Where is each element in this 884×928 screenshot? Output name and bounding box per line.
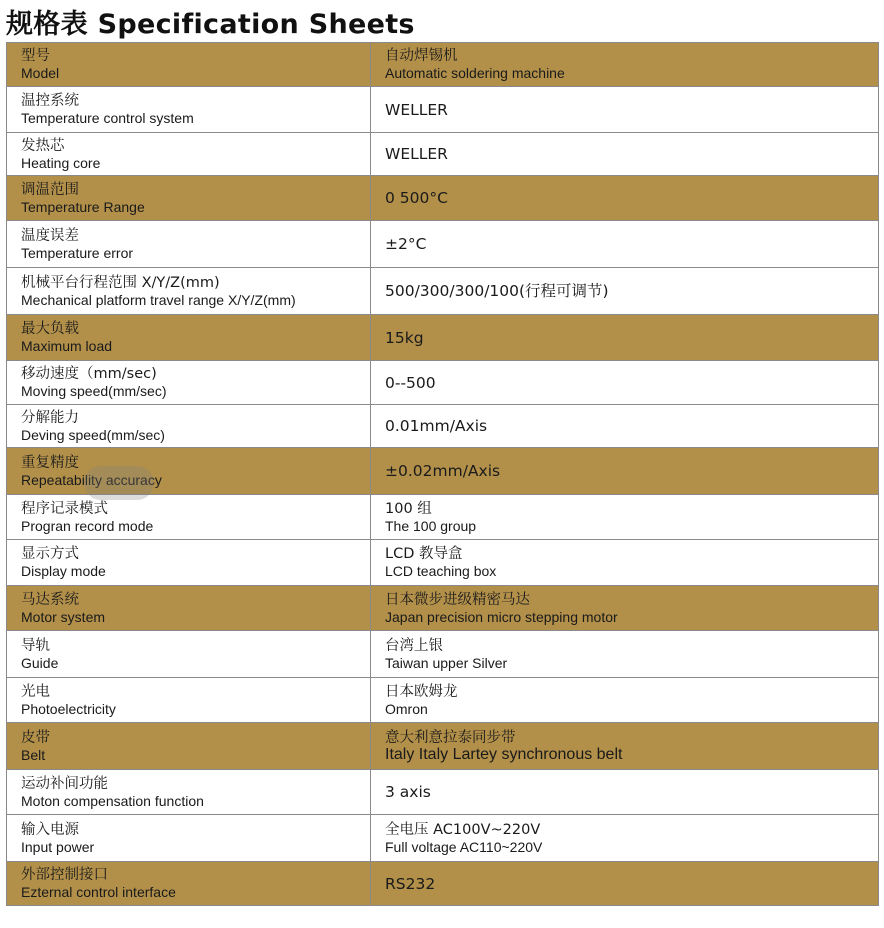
value-text: 0--500: [385, 373, 436, 392]
value-text: WELLER: [385, 145, 448, 163]
table-row: [7, 586, 879, 631]
label-en: Input power: [21, 838, 95, 855]
table-row: [7, 770, 879, 815]
table-row: [7, 862, 879, 906]
label-cell: [7, 540, 371, 586]
table-row: [7, 361, 879, 405]
label-zh: 调温范围: [21, 181, 79, 198]
label-zh: 重复精度: [21, 454, 79, 471]
spec-table: [6, 42, 879, 906]
value-cell: [371, 770, 879, 815]
value-cell: [371, 495, 879, 540]
label-zh: 机械平台行程范围 X/Y/Z(mm): [21, 274, 220, 291]
label-cell: [7, 87, 371, 133]
label-zh: 发热芯: [21, 137, 65, 154]
value-cell: [371, 678, 879, 723]
table-row: [7, 87, 879, 133]
value-zh: LCD 教导盒: [385, 546, 463, 562]
value-zh: 意大利意拉泰同步带: [385, 729, 516, 746]
value-en: Taiwan upper Silver: [385, 654, 508, 671]
value-cell: [371, 586, 879, 631]
table-row: [7, 540, 879, 586]
value-en: Automatic soldering machine: [385, 65, 565, 81]
label-zh: 光电: [21, 683, 50, 700]
value-en: Japan precision micro stepping motor: [385, 608, 618, 625]
label-en: Motor system: [21, 608, 106, 625]
label-cell: [7, 221, 371, 268]
value-zh: 日本欧姆龙: [385, 683, 458, 700]
label-cell: [7, 176, 371, 221]
table-row: [7, 495, 879, 540]
table-row: [7, 631, 879, 678]
table-row: [7, 133, 879, 176]
label-cell: [7, 631, 371, 678]
value-cell: [371, 176, 879, 221]
table-row: [7, 268, 879, 315]
value-text: 15kg: [385, 328, 424, 347]
value-zh: 台湾上银: [385, 637, 443, 654]
label-zh: 最大负载: [21, 321, 79, 337]
label-zh: 显示方式: [21, 546, 79, 562]
label-en: Progran record mode: [21, 517, 154, 534]
value-cell: [371, 361, 879, 405]
label-zh: 导轨: [21, 637, 50, 654]
label-zh: 运动补间功能: [21, 775, 108, 792]
label-zh: 温度误差: [21, 227, 79, 244]
label-en: Ezternal control interface: [21, 884, 176, 900]
table-row: [7, 448, 879, 495]
label-en: Guide: [21, 654, 59, 671]
label-en: Temperature control system: [21, 110, 194, 126]
value-en: Italy Italy Lartey synchronous belt: [385, 745, 623, 763]
label-en: Mechanical platform travel range X/Y/Z(mm): [21, 291, 296, 308]
label-cell: [7, 315, 371, 361]
label-cell: [7, 862, 371, 906]
table-row: [7, 221, 879, 268]
label-en: Display mode: [21, 563, 106, 579]
label-zh: 皮带: [21, 729, 50, 746]
label-en: Moton compensation function: [21, 792, 204, 809]
value-zh: 100 组: [385, 500, 432, 517]
value-cell: [371, 87, 879, 133]
label-en: Deving speed(mm/sec): [21, 426, 165, 443]
value-text: RS232: [385, 874, 436, 893]
value-text: WELLER: [385, 100, 448, 119]
table-row: [7, 405, 879, 448]
value-cell: [371, 815, 879, 862]
value-cell: [371, 405, 879, 448]
label-en: Moving speed(mm/sec): [21, 383, 167, 399]
value-text: 500/300/300/100(行程可调节): [385, 282, 609, 300]
label-cell: [7, 268, 371, 315]
value-zh: 全电压 AC100V~220V: [385, 821, 541, 838]
label-cell: [7, 815, 371, 862]
table-row: [7, 815, 879, 862]
label-zh: 外部控制接口: [21, 867, 108, 883]
label-zh: 马达系统: [21, 591, 79, 608]
label-cell: [7, 405, 371, 448]
label-cell: [7, 678, 371, 723]
value-en: Omron: [385, 700, 428, 717]
label-en: Temperature Range: [21, 198, 145, 215]
label-en: Model: [21, 65, 60, 81]
label-cell: [7, 495, 371, 540]
page-title: 规格表 Specification Sheets: [6, 9, 415, 40]
label-en: Photoelectricity: [21, 700, 116, 717]
value-zh: 自动焊锡机: [385, 48, 458, 64]
value-cell: [371, 631, 879, 678]
label-en: Heating core: [21, 154, 101, 171]
label-cell: [7, 448, 371, 495]
value-en: The 100 group: [385, 517, 477, 534]
label-zh: 型号: [21, 48, 50, 64]
value-text: 0.01mm/Axis: [385, 417, 488, 435]
label-en: Belt: [21, 746, 46, 763]
table-row: [7, 315, 879, 361]
label-cell: [7, 133, 371, 176]
value-cell: [371, 862, 879, 906]
value-en: Full voltage AC110~220V: [385, 838, 543, 855]
value-cell: [371, 43, 879, 87]
table-row: [7, 176, 879, 221]
label-cell: [7, 586, 371, 631]
label-cell: [7, 723, 371, 770]
value-zh: 日本微步进级精密马达: [385, 591, 530, 608]
value-text: ±2°C: [385, 235, 427, 253]
label-zh: 温控系统: [21, 93, 79, 109]
value-cell: [371, 448, 879, 495]
value-text: 3 axis: [385, 783, 431, 801]
value-text: 0 500°C: [385, 189, 448, 207]
table-row: [7, 43, 879, 87]
value-cell: [371, 540, 879, 586]
value-cell: [371, 268, 879, 315]
label-en: Maximum load: [21, 338, 113, 354]
label-en: Repeatability accuracy: [21, 471, 162, 488]
label-zh: 移动速度（mm/sec): [21, 366, 157, 382]
label-cell: [7, 361, 371, 405]
value-cell: [371, 315, 879, 361]
table-row: [7, 678, 879, 723]
table-row: [7, 723, 879, 770]
value-text: ±0.02mm/Axis: [385, 462, 501, 480]
value-cell: [371, 133, 879, 176]
label-cell: [7, 43, 371, 87]
label-zh: 输入电源: [21, 821, 79, 838]
label-zh: 程序记录模式: [21, 500, 108, 517]
label-en: Temperature error: [21, 244, 134, 261]
label-cell: [7, 770, 371, 815]
value-cell: [371, 723, 879, 770]
value-en: LCD teaching box: [385, 563, 497, 579]
value-cell: [371, 221, 879, 268]
label-zh: 分解能力: [21, 409, 79, 426]
